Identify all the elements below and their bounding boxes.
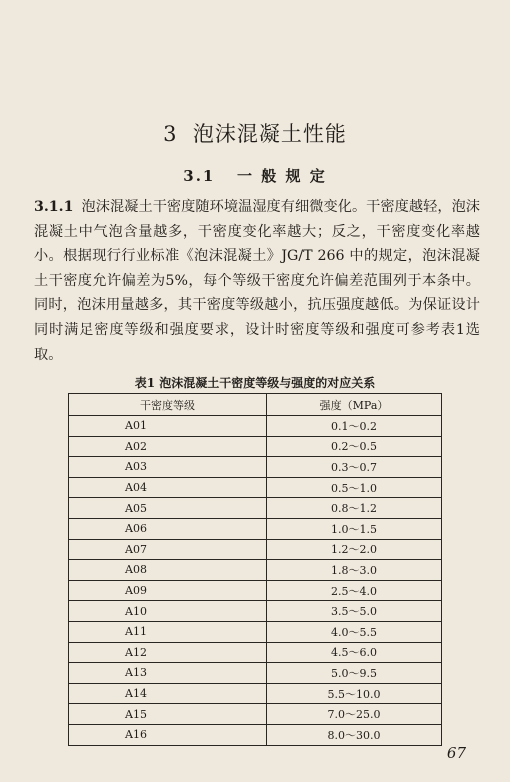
strength-cell: 0.8～1.2 — [267, 498, 442, 519]
table-body — [69, 416, 442, 746]
table-row — [69, 457, 442, 478]
clause-text: 泡沫混凝土干密度随环境温湿度有细微变化。干密度越轻，泡沫混凝土中气泡含量越多，干密度变化率越大；反之，干密度变化率越小。根据现行行业标准《泡沫混凝土》JG/T 266 中的规定，泡沫混凝土干密度允许偏差为5%，每个等级干密度允许偏差范围列于本条中。同时，泡沫用量越多，其干密度等级越小，抗压强度越低。为保证设计同时满足密度等级和强度要求，设计时密度等级和强度可参考表1选取。 — [34, 199, 480, 363]
section-title — [0, 165, 510, 186]
table-row — [69, 498, 442, 519]
table-row — [69, 642, 442, 663]
strength-cell: 4.0～5.5 — [267, 621, 442, 642]
strength-cell: 4.5～6.0 — [267, 642, 442, 663]
table-row — [69, 477, 442, 498]
table-row — [69, 704, 442, 725]
chapter-title-text: 泡沫混凝土性能 — [192, 122, 347, 146]
strength-cell: 1.8～3.0 — [267, 560, 442, 581]
table-header-row — [69, 394, 442, 416]
table-row — [69, 663, 442, 684]
section-number: 3.1 — [183, 167, 216, 185]
column-header-strength: 强度（MPa） — [267, 394, 442, 416]
table-row — [69, 518, 442, 539]
density-grade-cell: A04 — [69, 477, 267, 498]
chapter-number: 3 — [163, 122, 178, 146]
table-row — [69, 416, 442, 437]
density-grade-cell: A08 — [69, 560, 267, 581]
strength-cell: 7.0～25.0 — [267, 704, 442, 725]
section-title-text: 一 般 规 定 — [237, 167, 327, 185]
strength-cell: 8.0～30.0 — [267, 724, 442, 745]
strength-cell: 5.5～10.0 — [267, 683, 442, 704]
density-grade-cell: A16 — [69, 724, 267, 745]
column-header-grade: 干密度等级 — [69, 394, 267, 416]
strength-cell: 5.0～9.5 — [267, 663, 442, 684]
density-grade-cell: A11 — [69, 621, 267, 642]
table-row — [69, 436, 442, 457]
table-caption: 表1 泡沫混凝土干密度等级与强度的对应关系 — [134, 376, 376, 390]
density-grade-cell: A05 — [69, 498, 267, 519]
density-grade-cell: A03 — [69, 457, 267, 478]
strength-cell: 0.5～1.0 — [267, 477, 442, 498]
strength-cell: 0.3～0.7 — [267, 457, 442, 478]
strength-cell: 1.0～1.5 — [267, 518, 442, 539]
density-grade-cell: A02 — [69, 436, 267, 457]
density-grade-cell: A12 — [69, 642, 267, 663]
table-row — [69, 621, 442, 642]
strength-cell: 3.5～5.0 — [267, 601, 442, 622]
density-grade-cell: A06 — [69, 518, 267, 539]
strength-cell: 1.2～2.0 — [267, 539, 442, 560]
clause-paragraph — [34, 195, 480, 367]
density-strength-table — [68, 393, 442, 746]
density-grade-cell: A13 — [69, 663, 267, 684]
density-grade-cell: A10 — [69, 601, 267, 622]
table-row — [69, 560, 442, 581]
table-row — [69, 601, 442, 622]
density-grade-cell: A15 — [69, 704, 267, 725]
density-grade-cell: A01 — [69, 416, 267, 437]
strength-cell: 0.1～0.2 — [267, 416, 442, 437]
table-row — [69, 683, 442, 704]
strength-cell: 0.2～0.5 — [267, 436, 442, 457]
strength-cell: 2.5～4.0 — [267, 580, 442, 601]
density-grade-cell: A14 — [69, 683, 267, 704]
table-row — [69, 580, 442, 601]
clause-number: 3.1.1 — [34, 199, 74, 215]
chapter-title — [0, 118, 510, 148]
page-number: 67 — [446, 744, 466, 762]
density-grade-cell: A07 — [69, 539, 267, 560]
table-row — [69, 724, 442, 745]
table-row — [69, 539, 442, 560]
density-grade-cell: A09 — [69, 580, 267, 601]
